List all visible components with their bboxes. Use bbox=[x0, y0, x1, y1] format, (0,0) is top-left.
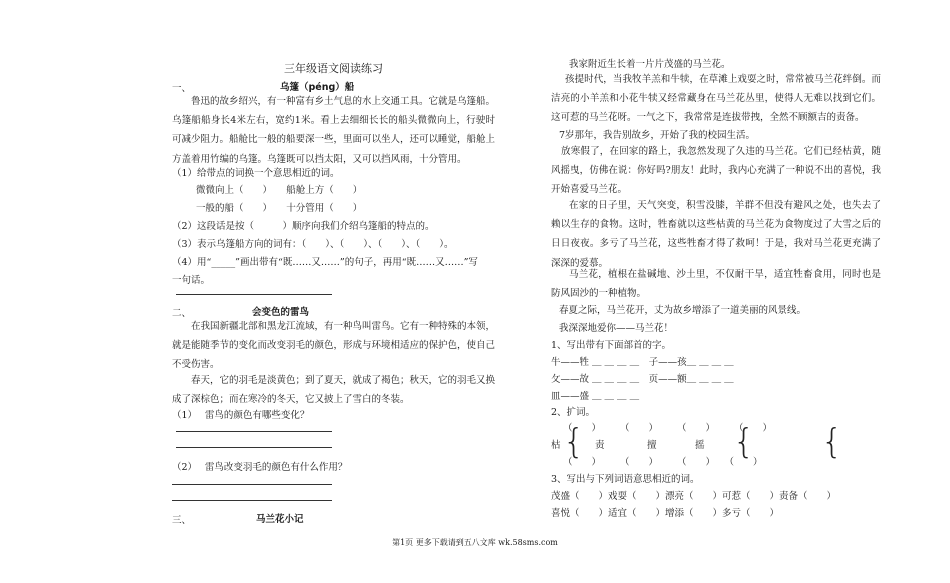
r-q2-middle-2: 擅 bbox=[647, 440, 657, 451]
s2-question-2: （2） 雷鸟改变羽毛的颜色有什么作用？ bbox=[172, 462, 348, 473]
story-paragraph-3: 7岁那年，我告别故乡，开始了我的校园生活。 bbox=[559, 130, 756, 141]
r-question-1-row-b: 攵——故 ＿ ＿ ＿ ＿ 页——额＿ ＿ ＿ ＿ bbox=[551, 374, 734, 385]
r-question-1-row-c: 皿——盛 ＿ ＿ ＿ ＿ bbox=[551, 391, 640, 402]
page-footer: 第1页 更多下载请到五八文库 wk.58sms.com bbox=[392, 538, 558, 547]
s1-question-1: （1）给带点的词换一个意思相近的词。 bbox=[172, 168, 340, 179]
s2-question-1: （1） 雷鸟的颜色有哪些变化？ bbox=[172, 410, 310, 421]
r-q2-middle-1: 责 bbox=[595, 440, 605, 451]
section-2-paragraph-2: 春天，它的羽毛是淡黄色；到了夏天，就成了褐色；秋天，它的羽毛又换成了深棕色；而在寒冷的冬天，它又披上了雪白的冬装。 bbox=[172, 375, 496, 406]
story-paragraph-5: 在家的日子里，天气突变，积雪没膝，羊群不但没有避风之处，也失去了赖以生存的食物。这时，牲畜就以这些枯黄的马兰花为食物度过了大雪之后的日日夜夜。多亏了马兰花，这些牲畜才得了救呵！于是，我对马兰花更充满了深深的爱慕。 bbox=[551, 200, 881, 269]
r-question-3: 3、写出与下列词语意思相近的词。 bbox=[551, 474, 700, 485]
answer-line bbox=[176, 431, 332, 432]
r-q2-top-row: （ ） （ ） （ ） （ ） bbox=[563, 423, 773, 434]
brace-icon: { bbox=[563, 422, 585, 462]
story-paragraph-4: 放寒假了，在回家的路上，我忽然发现了久违的马兰花。它们已经枯黄，随风摇曳，仿佛在说：你好吗?朋友！此时，我内心充满了一种说不出的喜悦，我开始喜爱马兰花。 bbox=[551, 146, 881, 196]
section-2-title: 会变色的雷鸟 bbox=[252, 307, 310, 318]
story-paragraph-6: 马兰花，植根在盐碱地、沙土里，不仅耐干旱，适宜牲畜食用，同时也是防风固沙的一种植物。 bbox=[551, 269, 881, 300]
answer-line bbox=[176, 294, 332, 295]
story-paragraph-1: 我家附近生长着一片片茂盛的马兰花。 bbox=[569, 59, 731, 70]
brace-icon: { bbox=[733, 422, 755, 462]
section-1-paragraph: 鲁迅的故乡绍兴，有一种富有乡土气息的水上交通工具。它就是乌篷船。乌篷船船身长4米左右，宽约1米。看上去细细长长的船头微微向上，行驶时可减少阻力。船舱比一般的船要深一些，里面可以坐人，还可以睡觉，船舱上方盖着用竹编的乌篷。乌篷既可以挡太阳，又可以挡风雨，十分管用。 bbox=[172, 96, 496, 165]
section-3-number: 三、 bbox=[172, 515, 192, 526]
page-title: 三年级语文阅读练习 bbox=[284, 62, 383, 75]
s1-question-2: （2）这段话是按（ ）顺序向我们介绍乌篷船的特点的。 bbox=[172, 221, 435, 232]
r-question-2: 2、扩词。 bbox=[551, 407, 596, 418]
answer-line bbox=[172, 484, 332, 485]
section-3-title: 马兰花小记 bbox=[256, 514, 304, 525]
answer-line bbox=[176, 447, 332, 448]
section-1-title: 乌篷（péng）船 bbox=[280, 82, 355, 93]
s1-question-1-row-b: 一般的船（ ） 十分管用（ ） bbox=[196, 203, 363, 214]
section-2-number: 二、 bbox=[172, 308, 192, 319]
r-q2-center-char: 枯 bbox=[551, 440, 561, 451]
r-question-1-row-a: 牛——牲 ＿ ＿ ＿ ＿ 子——孩＿ ＿ ＿ ＿ bbox=[551, 357, 734, 368]
s1-question-4-cont: 一句话。 bbox=[172, 275, 211, 286]
answer-line bbox=[172, 500, 332, 501]
story-paragraph-7: 春夏之际，马兰花开，丈为故乡增添了一道美丽的风景线。 bbox=[559, 305, 807, 316]
story-paragraph-8: 我深深地爱你——马兰花！ bbox=[559, 323, 674, 334]
r-question-1: 1、写出带有下面部首的字。 bbox=[551, 340, 672, 351]
section-1-number: 一、 bbox=[172, 83, 192, 94]
section-2-paragraph-1: 在我国新疆北部和黑龙江流域，有一种鸟叫雷鸟。它有一种特殊的本领，就是能随季节的变化而改变羽毛的颜色，形成与环境相适应的保护色，使自己不受伤害。 bbox=[172, 321, 496, 371]
r-q2-middle-3: 摇 bbox=[695, 440, 705, 451]
r-question-3-row-b: 喜悦（ ）适宜（ ）增添（ ）多亏（ ） bbox=[551, 508, 780, 519]
brace-icon: { bbox=[821, 422, 843, 462]
s1-question-4: （4）用“_____”画出带有“既……又……”的句子，再用“既……又……”写 bbox=[172, 257, 478, 268]
s1-question-3: （3）表示乌篷船方向的词有：（ ）、（ ）、（ ）、（ ）。 bbox=[172, 239, 454, 250]
r-q2-bottom-row: （ ） （ ） （ ） （ ） bbox=[563, 457, 763, 468]
r-question-3-row-a: 茂盛（ ）戏耍（ ）漂亮（ ）可惹（ ）责备（ ） bbox=[551, 491, 837, 502]
story-paragraph-2: 孩提时代，当我牧羊羔和牛犊，在草滩上戏耍之时，常常被马兰花绊倒。而洁亮的小羊羔和小花牛犊又经常藏身在马兰花丛里，使得人无难以找到它们。这可惹的马兰花呀。一气之下，我常常是连拔带拽，全然不顾额吉的责备。 bbox=[551, 74, 881, 124]
s1-question-1-row-a: 微微向上（ ） 船舱上方（ ） bbox=[196, 185, 363, 196]
